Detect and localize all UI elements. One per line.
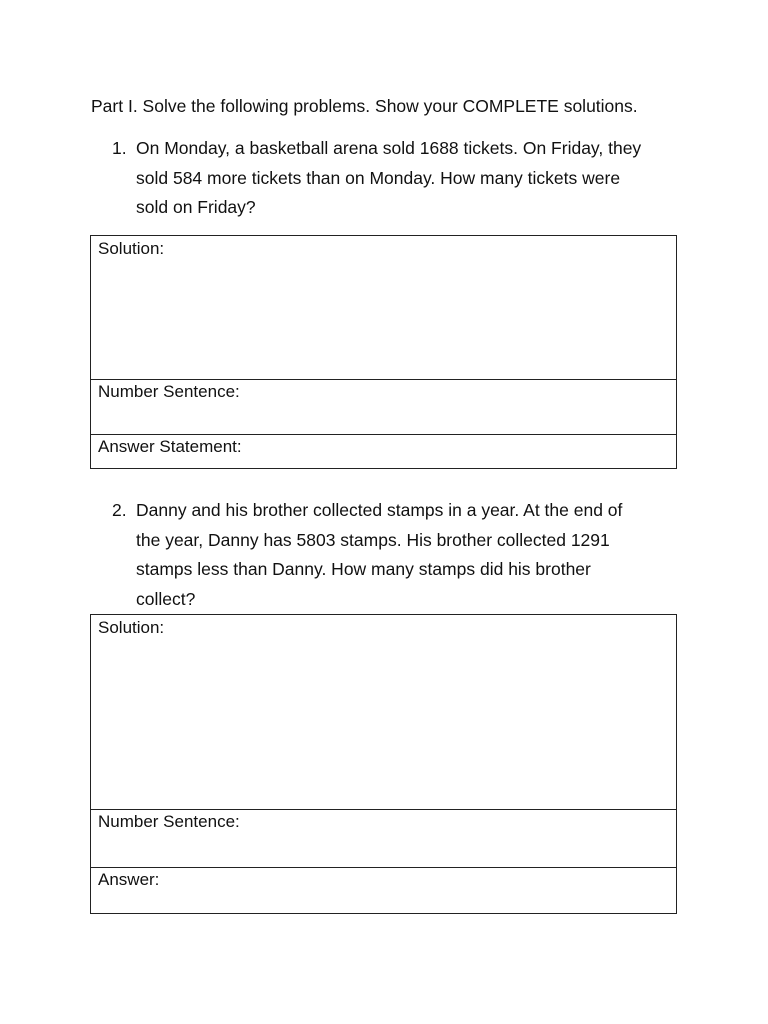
problem-line: Danny and his brother collected stamps in a year. At the end of	[136, 500, 623, 520]
solution-area[interactable]	[91, 615, 676, 809]
problem-1	[112, 134, 692, 224]
problem-line: stamps less than Danny. How many stamps did his brother	[136, 559, 591, 579]
answer-box-1	[90, 235, 677, 469]
problem-text	[136, 134, 681, 223]
answer-statement-area[interactable]	[91, 434, 676, 469]
part-title: Part I. Solve the following problems. Show your COMPLETE solutions.	[91, 96, 638, 116]
solution-label: Solution:	[98, 239, 165, 258]
problem-line: sold 584 more tickets than on Monday. How many tickets were	[136, 167, 621, 188]
number-sentence-label: Number Sentence:	[98, 812, 240, 831]
problem-line: On Monday, a basketball arena sold 1688 tickets. On Friday, they	[136, 138, 642, 158]
answer-statement-label: Answer Statement:	[98, 437, 242, 456]
number-sentence-label: Number Sentence:	[98, 382, 240, 401]
number-sentence-area[interactable]	[91, 809, 676, 867]
problem-line: the year, Danny has 5803 stamps. His brother collected 1291	[136, 529, 610, 550]
problem-2	[112, 496, 692, 616]
answer-label: Answer:	[98, 870, 160, 889]
problem-number: 1.	[112, 138, 127, 158]
solution-label: Solution:	[98, 618, 165, 637]
number-sentence-area[interactable]	[91, 379, 676, 434]
problem-line: sold on Friday?	[136, 197, 256, 217]
problem-line: collect?	[136, 588, 196, 609]
problem-text	[136, 496, 681, 614]
answer-area[interactable]	[91, 867, 676, 914]
solution-area[interactable]	[91, 236, 676, 379]
answer-box-2	[90, 614, 677, 914]
problem-number: 2.	[112, 500, 127, 520]
